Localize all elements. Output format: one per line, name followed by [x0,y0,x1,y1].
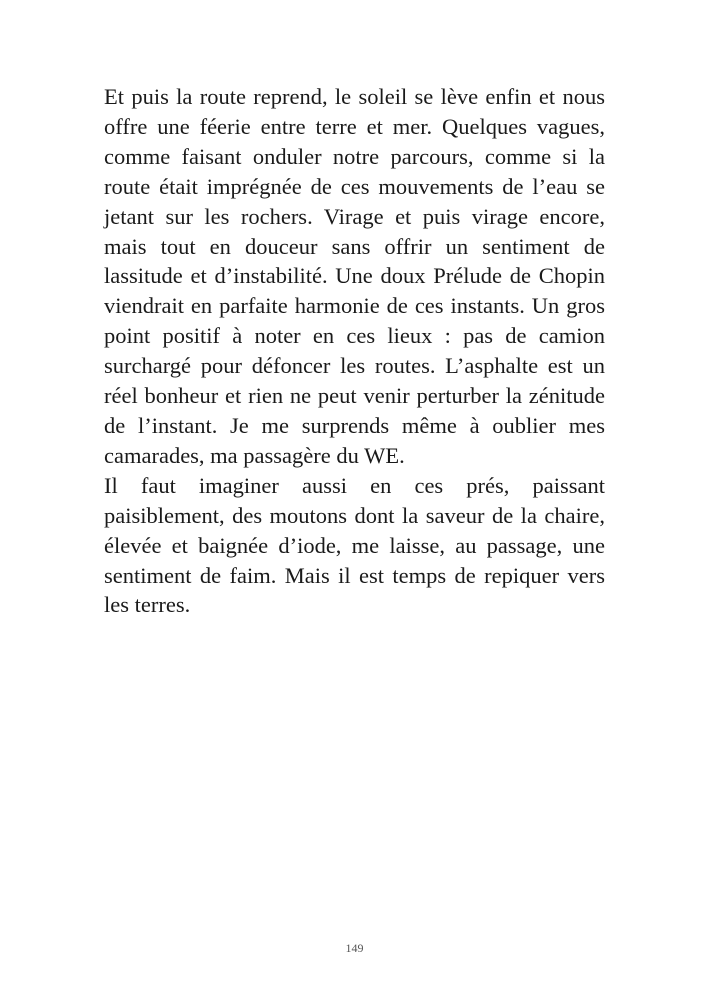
paragraph-1: Et puis la route reprend, le soleil se lève enfin et nous offre une féerie entre terre et mer. Quelques vagues, comme faisant onduler notre parcours, comme si la route était imprégnée de ces mouvements de l’eau se jetant sur les rochers. Virage et puis virage encore, mais tout en douceur sans offrir un sentiment de lassitude et d’instabilité. Une doux Prélude de Chopin viendrait en parfaite harmonie de ces instants. Un gros point positif à noter en ces lieux : pas de camion surchargé pour défoncer les routes. L’asphalte est un réel bonheur et rien ne peut venir perturber la zénitude de l’instant. Je me surprends même à oublier mes camarades, ma passagère du WE. [104,84,605,468]
body-text [104,82,605,620]
paragraph-2: Il faut imaginer aussi en ces prés, paissant paisiblement, des moutons dont la saveur de la chaire, élevée et baignée d’iode, me laisse, au passage, une sentiment de faim. Mais il est temps de repiquer vers les terres. [104,472,605,618]
page-number: 149 [345,941,364,955]
